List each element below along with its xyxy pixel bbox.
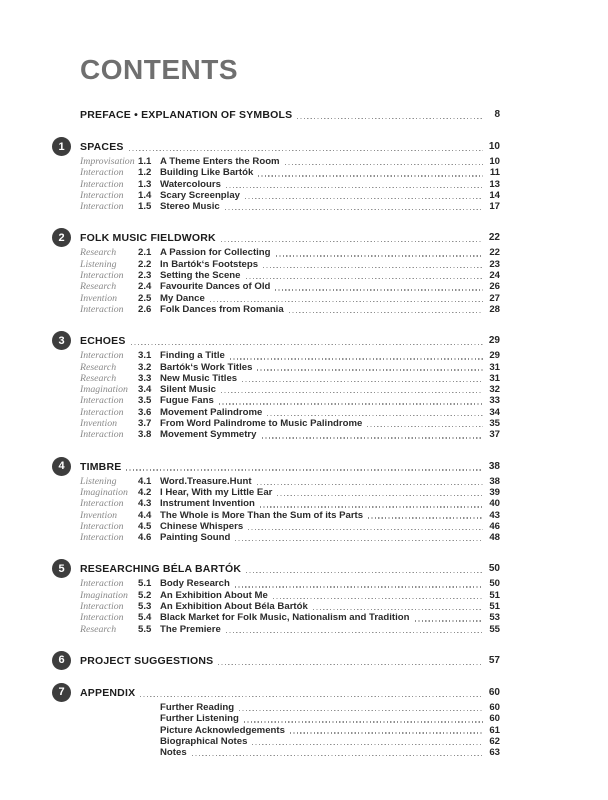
leader-dots bbox=[140, 696, 483, 697]
item-category-label: Interaction bbox=[80, 395, 124, 407]
leader-dots bbox=[131, 344, 483, 345]
item-category-label: Interaction bbox=[80, 270, 124, 282]
toc-item-row bbox=[80, 167, 500, 178]
leader-dots bbox=[242, 381, 483, 382]
leader-dots bbox=[221, 241, 483, 242]
section-title: ECHOES bbox=[80, 335, 126, 348]
page-title: CONTENTS bbox=[80, 54, 238, 85]
toc-item-row bbox=[80, 601, 500, 612]
item-title: Notes bbox=[160, 747, 187, 759]
item-title: Stereo Music bbox=[160, 201, 220, 213]
page-number: 40 bbox=[489, 498, 500, 510]
page-number: 60 bbox=[489, 713, 500, 725]
page-number: 46 bbox=[489, 520, 500, 532]
item-title: The Premiere bbox=[160, 623, 221, 635]
item-category-label: Research bbox=[80, 281, 117, 293]
item-category-label: Imagination bbox=[80, 589, 128, 601]
toc-item-row bbox=[80, 487, 500, 498]
item-number: 2.3 bbox=[138, 270, 152, 282]
section-items bbox=[80, 350, 500, 440]
item-number: 3.1 bbox=[138, 350, 152, 362]
leader-dots bbox=[225, 209, 483, 210]
section-title: APPENDIX bbox=[80, 686, 136, 699]
toc-item-row bbox=[80, 612, 500, 623]
page-number: 13 bbox=[489, 178, 500, 190]
leader-dots bbox=[258, 175, 483, 176]
item-number: 3.2 bbox=[138, 361, 152, 373]
leader-dots bbox=[192, 755, 483, 756]
toc-item-row bbox=[80, 510, 500, 521]
item-category-label: Interaction bbox=[80, 303, 124, 315]
page-number: 11 bbox=[489, 167, 500, 179]
page-number: 27 bbox=[489, 292, 500, 304]
section-number-badge bbox=[52, 651, 71, 670]
leader-dots bbox=[267, 415, 483, 416]
leader-dots bbox=[285, 164, 483, 165]
item-category-label: Invention bbox=[80, 509, 117, 521]
item-number: 5.1 bbox=[138, 578, 152, 590]
item-category-label: Improvisation bbox=[80, 156, 135, 167]
section-number: 2 bbox=[58, 231, 65, 244]
toc-item-row bbox=[80, 747, 500, 758]
item-category-label: Interaction bbox=[80, 612, 124, 624]
toc-item-row bbox=[80, 418, 500, 429]
leader-dots bbox=[368, 517, 483, 518]
leader-dots bbox=[248, 529, 483, 530]
toc-item-row bbox=[80, 259, 500, 270]
page-number: 51 bbox=[489, 589, 500, 601]
toc-item-row bbox=[80, 532, 500, 543]
page-number: 51 bbox=[489, 601, 500, 613]
item-number: 4.4 bbox=[138, 509, 152, 521]
page-number: 10 bbox=[489, 156, 500, 167]
item-title: Building Like Bartók bbox=[160, 167, 254, 179]
item-title: Word.Treasure.Hunt bbox=[160, 475, 252, 487]
section-items bbox=[80, 702, 500, 758]
item-number: 5.3 bbox=[138, 601, 152, 613]
section-number-badge bbox=[52, 228, 71, 247]
toc-section bbox=[58, 140, 500, 213]
section-header-row bbox=[80, 141, 500, 153]
page-number: 23 bbox=[489, 258, 500, 270]
item-title: Picture Acknowledgements bbox=[160, 724, 285, 736]
section-number: 5 bbox=[58, 562, 65, 575]
item-number: 1.2 bbox=[138, 167, 152, 179]
item-number: 3.6 bbox=[138, 406, 152, 418]
page-number: 31 bbox=[489, 372, 500, 384]
section-number-badge bbox=[52, 137, 71, 156]
toc-item-row bbox=[80, 373, 500, 384]
leader-dots bbox=[262, 437, 483, 438]
item-category-label: Research bbox=[80, 372, 117, 384]
item-title: Movement Palindrome bbox=[160, 406, 263, 418]
item-category-label: Listening bbox=[80, 475, 117, 487]
item-title: Further Reading bbox=[160, 701, 235, 713]
section-items bbox=[80, 247, 500, 315]
page-number: 35 bbox=[489, 418, 500, 430]
item-title: Movement Symmetry bbox=[160, 429, 257, 441]
item-category-label: Research bbox=[80, 623, 117, 635]
toc-item-row bbox=[80, 362, 500, 373]
item-title: Setting the Scene bbox=[160, 270, 241, 282]
item-title: Biographical Notes bbox=[160, 735, 248, 747]
toc-item-row bbox=[80, 350, 500, 361]
item-category-label: Interaction bbox=[80, 601, 124, 613]
section-number: 4 bbox=[58, 460, 65, 473]
toc-item-row bbox=[80, 702, 500, 713]
leader-dots bbox=[219, 403, 483, 404]
toc-item-row bbox=[80, 247, 500, 258]
item-title: Finding a Title bbox=[160, 350, 225, 362]
leader-dots bbox=[239, 710, 483, 711]
section-header-row bbox=[80, 232, 500, 244]
preface-label: PREFACE • EXPLANATION OF SYMBOLS bbox=[80, 109, 293, 121]
item-category-label: Interaction bbox=[80, 178, 124, 190]
item-title: Scary Screenplay bbox=[160, 189, 241, 201]
item-category-label: Interaction bbox=[80, 429, 124, 441]
toc-item-row bbox=[80, 521, 500, 532]
section-title: PROJECT SUGGESTIONS bbox=[80, 654, 214, 667]
page-number: 62 bbox=[489, 735, 500, 747]
section-items bbox=[80, 476, 500, 544]
section-header-row bbox=[80, 335, 500, 347]
toc-section bbox=[58, 334, 500, 441]
section-header-row bbox=[80, 655, 500, 667]
section-items bbox=[80, 578, 500, 634]
leader-dots bbox=[235, 540, 483, 541]
item-category-label: Interaction bbox=[80, 520, 124, 532]
item-number: 1.1 bbox=[138, 156, 152, 167]
page-number: 29 bbox=[488, 335, 500, 347]
toc-item-row bbox=[80, 156, 500, 167]
page-number: 37 bbox=[489, 429, 500, 441]
item-title: Body Research bbox=[160, 578, 230, 590]
item-category-label: Invention bbox=[80, 292, 117, 304]
section-header-row bbox=[80, 461, 500, 473]
page-number: 38 bbox=[489, 475, 500, 487]
item-title: New Music Titles bbox=[160, 372, 238, 384]
item-number: 3.3 bbox=[138, 372, 152, 384]
item-category-label: Interaction bbox=[80, 406, 124, 418]
item-number: 4.1 bbox=[138, 475, 152, 487]
page-number: 48 bbox=[489, 532, 500, 544]
page-number: 53 bbox=[489, 612, 500, 624]
item-number: 4.5 bbox=[138, 520, 152, 532]
item-number: 2.5 bbox=[138, 292, 152, 304]
toc-section bbox=[58, 562, 500, 635]
item-number: 4.2 bbox=[138, 486, 152, 498]
toc-content bbox=[58, 0, 500, 759]
sections-container bbox=[58, 140, 500, 759]
leader-dots bbox=[277, 495, 483, 496]
leader-dots bbox=[290, 732, 483, 733]
section-items bbox=[80, 156, 500, 212]
item-number: 1.4 bbox=[138, 189, 152, 201]
page-number: 60 bbox=[489, 701, 500, 713]
item-number: 3.4 bbox=[138, 384, 152, 396]
leader-dots bbox=[367, 426, 483, 427]
item-title: Further Listening bbox=[160, 713, 239, 725]
section-number: 6 bbox=[58, 654, 65, 667]
item-category-label: Interaction bbox=[80, 201, 124, 213]
leader-dots bbox=[257, 484, 483, 485]
section-number-badge bbox=[52, 331, 71, 350]
item-title: Favourite Dances of Old bbox=[160, 281, 271, 293]
toc-item-row bbox=[80, 578, 500, 589]
toc-item-row bbox=[80, 395, 500, 406]
section-number: 1 bbox=[58, 140, 65, 153]
item-number: 2.2 bbox=[138, 258, 152, 270]
section-title: TIMBRE bbox=[80, 460, 122, 473]
section-number-badge bbox=[52, 559, 71, 578]
leader-dots bbox=[263, 267, 483, 268]
item-category-label: Research bbox=[80, 361, 117, 373]
item-title: Chinese Whispers bbox=[160, 520, 244, 532]
page-number: 24 bbox=[489, 270, 500, 282]
leader-dots bbox=[210, 301, 483, 302]
page-number: 22 bbox=[489, 247, 500, 259]
leader-dots bbox=[313, 609, 483, 610]
page-number: 60 bbox=[488, 686, 500, 698]
item-category-label: Imagination bbox=[80, 384, 128, 396]
item-category-label: Interaction bbox=[80, 167, 124, 179]
section-number: 7 bbox=[58, 686, 65, 699]
item-category-label: Research bbox=[80, 247, 117, 259]
leader-dots bbox=[235, 586, 483, 587]
item-title: Watercolours bbox=[160, 178, 221, 190]
item-number: 5.5 bbox=[138, 623, 152, 635]
leader-dots bbox=[246, 278, 484, 279]
leader-dots bbox=[129, 150, 483, 151]
page-number: 33 bbox=[489, 395, 500, 407]
item-category-label: Invention bbox=[80, 418, 117, 430]
page-number: 8 bbox=[494, 109, 500, 120]
item-category-label: Interaction bbox=[80, 532, 124, 544]
page-number: 31 bbox=[489, 361, 500, 373]
toc-item-row bbox=[80, 281, 500, 292]
item-title: My Dance bbox=[160, 292, 205, 304]
item-title: From Word Palindrome to Music Palindrome bbox=[160, 418, 363, 430]
page-number: 22 bbox=[488, 232, 500, 244]
item-number: 2.6 bbox=[138, 303, 152, 315]
item-number: 5.2 bbox=[138, 589, 152, 601]
toc-item-row bbox=[80, 498, 500, 509]
item-title: Folk Dances from Romania bbox=[160, 303, 284, 315]
leader-dots bbox=[126, 469, 483, 470]
leader-dots bbox=[275, 289, 483, 290]
toc-section bbox=[58, 231, 500, 315]
toc-item-row bbox=[80, 624, 500, 635]
page-number: 50 bbox=[489, 578, 500, 590]
item-title: Fugue Fans bbox=[160, 395, 214, 407]
item-number: 4.3 bbox=[138, 498, 152, 510]
page-number: 14 bbox=[489, 189, 500, 201]
page-number: 34 bbox=[489, 406, 500, 418]
item-category-label: Interaction bbox=[80, 498, 124, 510]
toc-item-row bbox=[80, 304, 500, 315]
toc-item-row bbox=[80, 384, 500, 395]
page-number: 17 bbox=[489, 201, 500, 213]
leader-dots bbox=[257, 369, 483, 370]
toc-section bbox=[58, 686, 500, 759]
leader-dots bbox=[246, 572, 483, 573]
toc-item-row bbox=[80, 476, 500, 487]
page-number: 26 bbox=[489, 281, 500, 293]
section-title: RESEARCHING BÉLA BARTÓK bbox=[80, 563, 242, 576]
item-category-label: Interaction bbox=[80, 189, 124, 201]
section-header-row bbox=[80, 563, 500, 575]
section-title: FOLK MUSIC FIELDWORK bbox=[80, 232, 216, 245]
page-number: 63 bbox=[489, 747, 500, 759]
leader-dots bbox=[415, 620, 484, 621]
item-number: 4.6 bbox=[138, 532, 152, 544]
item-number: 5.4 bbox=[138, 612, 152, 624]
item-category-label: Imagination bbox=[80, 486, 128, 498]
toc-item-row bbox=[80, 270, 500, 281]
item-number: 3.7 bbox=[138, 418, 152, 430]
leader-dots bbox=[260, 506, 483, 507]
preface-row bbox=[80, 109, 500, 121]
item-category-label: Interaction bbox=[80, 350, 124, 362]
toc-item-row bbox=[80, 190, 500, 201]
page-number: 50 bbox=[488, 563, 500, 575]
item-title: A Theme Enters the Room bbox=[160, 156, 280, 167]
section-title: SPACES bbox=[80, 141, 124, 153]
item-number: 1.3 bbox=[138, 178, 152, 190]
item-title: An Exhibition About Me bbox=[160, 589, 268, 601]
item-title: Black Market for Folk Music, Nationalism and Tradition bbox=[160, 612, 410, 624]
toc-item-row bbox=[80, 590, 500, 601]
toc-item-row bbox=[80, 179, 500, 190]
page-number: 32 bbox=[489, 384, 500, 396]
item-title: Silent Music bbox=[160, 384, 216, 396]
leader-dots bbox=[252, 744, 483, 745]
section-number-badge bbox=[52, 457, 71, 476]
page-number: 61 bbox=[489, 724, 500, 736]
item-number: 3.5 bbox=[138, 395, 152, 407]
item-title: An Exhibition About Béla Bartók bbox=[160, 601, 308, 613]
item-title: Painting Sound bbox=[160, 532, 231, 544]
toc-section bbox=[58, 460, 500, 544]
toc-item-row bbox=[80, 407, 500, 418]
leader-dots bbox=[273, 598, 483, 599]
leader-dots bbox=[276, 255, 483, 256]
leader-dots bbox=[226, 187, 483, 188]
page-number: 57 bbox=[488, 654, 500, 666]
toc-item-row bbox=[80, 713, 500, 724]
item-number: 1.5 bbox=[138, 201, 152, 213]
leader-dots bbox=[221, 392, 483, 393]
item-title: The Whole is More Than the Sum of its Parts bbox=[160, 509, 364, 521]
leader-dots bbox=[244, 721, 483, 722]
toc-section bbox=[58, 654, 500, 667]
page-number: 10 bbox=[488, 141, 500, 152]
section-header-row bbox=[80, 687, 500, 699]
leader-dots bbox=[245, 198, 483, 199]
item-title: I Hear, With my Little Ear bbox=[160, 486, 273, 498]
section-number-badge bbox=[52, 683, 71, 702]
leader-dots bbox=[297, 118, 483, 119]
item-number: 2.4 bbox=[138, 281, 152, 293]
leader-dots bbox=[218, 664, 483, 665]
toc-item-row bbox=[80, 201, 500, 212]
page-number: 28 bbox=[489, 303, 500, 315]
page-number: 39 bbox=[489, 486, 500, 498]
section-number: 3 bbox=[58, 334, 65, 347]
item-number: 3.8 bbox=[138, 429, 152, 441]
page-number: 55 bbox=[489, 623, 500, 635]
item-title: In Bartók‘s Footsteps bbox=[160, 258, 259, 270]
toc-item-row bbox=[80, 736, 500, 747]
item-category-label: Interaction bbox=[80, 578, 124, 590]
toc-item-row bbox=[80, 293, 500, 304]
page-number: 38 bbox=[488, 460, 500, 472]
leader-dots bbox=[289, 312, 483, 313]
page-number: 43 bbox=[489, 509, 500, 521]
leader-dots bbox=[226, 632, 483, 633]
item-title: Bartók‘s Work Titles bbox=[160, 361, 253, 373]
item-category-label: Listening bbox=[80, 258, 117, 270]
page-number: 29 bbox=[489, 350, 500, 362]
item-title: Instrument Invention bbox=[160, 498, 255, 510]
toc-item-row bbox=[80, 429, 500, 440]
item-title: A Passion for Collecting bbox=[160, 247, 271, 259]
leader-dots bbox=[230, 358, 483, 359]
toc-item-row bbox=[80, 725, 500, 736]
item-number: 2.1 bbox=[138, 247, 152, 259]
